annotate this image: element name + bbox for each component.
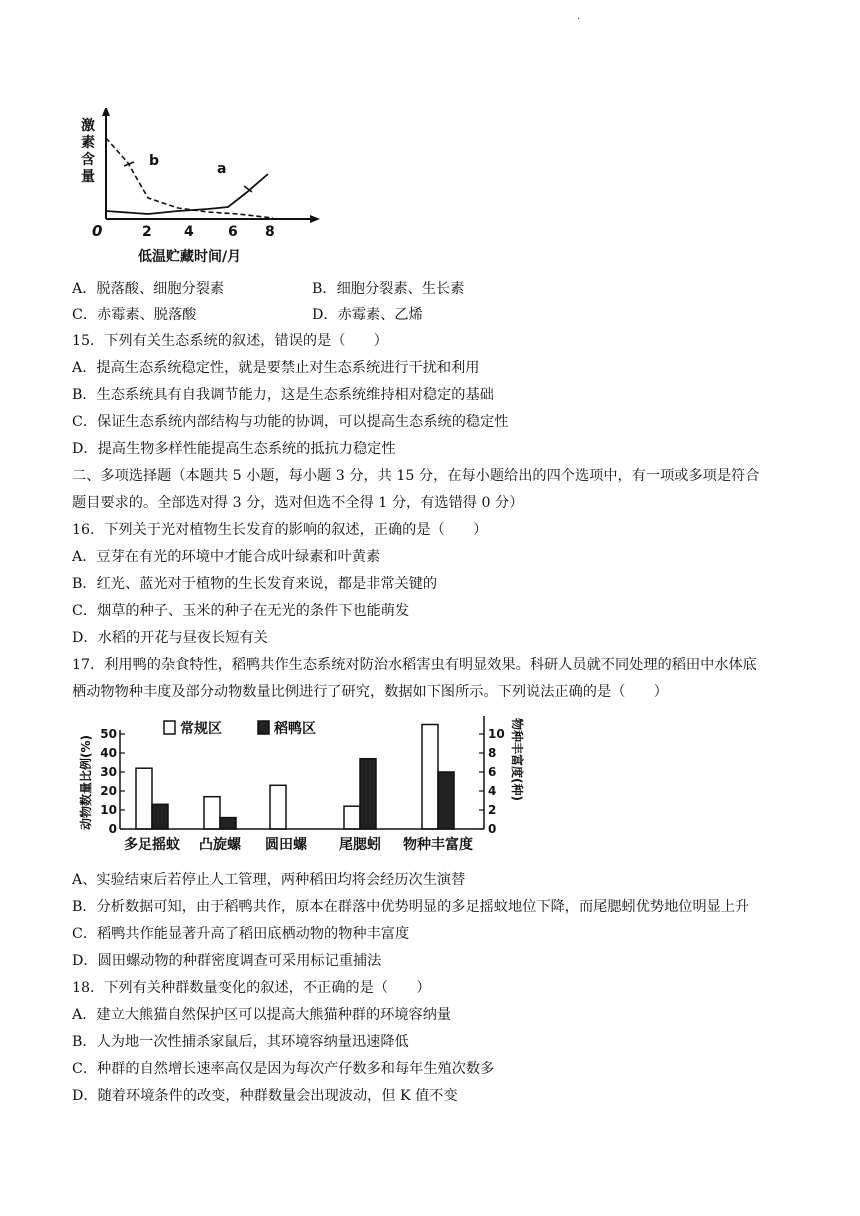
bar-rice-duck [360, 759, 376, 829]
category-label: 尾腮蚓 [339, 837, 381, 853]
bar-rice-duck [438, 772, 454, 829]
fig1-y-arrow [102, 108, 110, 116]
right-tick-label: 10 [488, 727, 505, 741]
curve-b [106, 138, 273, 218]
label-a: a [217, 161, 227, 177]
category-label: 凸旋螺 [199, 837, 241, 853]
q17-option-b: B．分析数据可知，由于稻鸭共作，原本在群落中优势明显的多足摇蚊地位下降，而尾腮蚓优势地位明显上升 [72, 899, 750, 915]
right-axis-label: 物种丰富度(种) [510, 718, 524, 801]
q16-stem: 16．下列关于光对植物生长发育的影响的叙述，正确的是（ ） [72, 522, 488, 538]
label-b: b [149, 153, 160, 169]
bar-rice-duck [220, 818, 236, 829]
q14-option-b: B．细胞分裂素、生长素 [312, 281, 465, 297]
section2-heading-cont: 题目要求的。全部选对得 3 分，选对但选不全得 1 分，有选错得 0 分） [72, 495, 524, 511]
header-dot: · [577, 14, 581, 25]
q14-option-c: C．赤霉素、脱落酸 [72, 307, 197, 323]
q18-option-d: D．随着环境条件的改变，种群数量会出现波动，但 K 值不变 [72, 1088, 458, 1104]
right-tick-label: 6 [488, 765, 497, 779]
bar-conventional [136, 768, 152, 829]
bar-conventional [422, 725, 438, 830]
left-tick-label: 50 [100, 727, 117, 741]
category-label: 圆田螺 [265, 837, 307, 853]
q15-option-b: B．生态系统具有自我调节能力，这是生态系统维持相对稳定的基础 [72, 387, 494, 403]
bar-conventional [270, 785, 286, 829]
left-tick-label: 20 [100, 784, 117, 798]
q18-option-b: B．人为地一次性捕杀家鼠后，其环境容纳量迅速降低 [72, 1034, 409, 1050]
section2-heading: 二、多项选择题（本题共 5 小题，每小题 3 分，共 15 分，在每小题给出的四个选项中，有一项或多项是符合 [72, 468, 760, 484]
left-tick-label: 40 [100, 746, 117, 760]
legend-swatch-rice-duck [258, 721, 269, 734]
left-tick-label: 10 [100, 803, 117, 817]
right-tick-label: 2 [488, 803, 497, 817]
q16-option-a: A．豆芽在有光的环境中才能合成叶绿素和叶黄素 [72, 549, 381, 565]
fig1-xtick: 2 [142, 224, 152, 240]
left-tick-label: 30 [100, 765, 117, 779]
q15-option-c: C．保证生态系统内部结构与功能的协调，可以提高生态系统的稳定性 [72, 414, 509, 430]
right-tick-label: 0 [488, 822, 497, 836]
legend-label-rice-duck: 稻鸭区 [274, 721, 316, 737]
q17-option-a: A、实验结束后若停止人工管理，两种稻田均将会经历次生演替 [72, 872, 466, 888]
left-axis-label: 动物数量比例(%) [79, 735, 93, 830]
fig1-xtick: 4 [184, 224, 194, 240]
q15-stem: 15．下列有关生态系统的叙述，错误的是（ ） [72, 333, 388, 349]
right-tick-label: 4 [488, 784, 497, 798]
left-tick-label: 0 [108, 822, 117, 836]
fig1-x-arrow [310, 215, 320, 223]
q18-option-c: C．种群的自然增长速率高仅是因为每次产仔数多和每年生殖次数多 [72, 1061, 495, 1077]
q15-option-d: D．提高生物多样性能提高生态系统的抵抗力稳定性 [72, 441, 396, 457]
fig1-xtick: 6 [228, 224, 238, 240]
fig1-xlabel: 低温贮藏时间/月 [138, 249, 242, 265]
bar-rice-duck [152, 804, 168, 829]
q17-option-d: D．圆田螺动物的种群密度调查可采用标记重捕法 [72, 953, 382, 969]
right-tick-label: 8 [488, 746, 497, 760]
q17-stem-cont: 栖动物物种丰度及部分动物数量比例进行了研究，数据如下图所示。下列说法正确的是（ ） [72, 684, 668, 700]
category-label: 物种丰富度 [403, 837, 473, 853]
category-label: 多足摇蚊 [124, 837, 180, 853]
q16-option-b: B．红光、蓝光对于植物的生长发育来说，都是非常关键的 [72, 576, 438, 592]
q16-option-d: D．水稻的开花与昼夜长短有关 [72, 630, 268, 646]
fig1-xtick: 8 [265, 224, 275, 240]
q17-stem: 17．利用鸭的杂食特性，稻鸭共作生态系统对防治水稻害虫有明显效果。科研人员就不同处理的稻田中水体底 [72, 657, 757, 673]
hormone-figure [78, 108, 328, 268]
q17-option-c: C．稻鸭共作能显著升高了稻田底栖动物的物种丰富度 [72, 926, 410, 942]
legend-swatch-conventional [164, 721, 175, 734]
bar-conventional [204, 797, 220, 829]
legend-label-conventional: 常规区 [180, 721, 222, 737]
bar-chart [76, 712, 536, 860]
curve-a [106, 174, 268, 214]
q14-option-a: A．脱落酸、细胞分裂素 [72, 281, 225, 297]
bar-conventional [344, 806, 360, 829]
q18-option-a: A．建立大熊猫自然保护区可以提高大熊猫种群的环境容纳量 [72, 1007, 452, 1023]
fig1-origin: 0 [92, 222, 103, 240]
q15-option-a: A．提高生态系统稳定性，就是要禁止对生态系统进行干扰和利用 [72, 360, 480, 376]
q16-option-c: C．烟草的种子、玉米的种子在无光的条件下也能萌发 [72, 603, 410, 619]
fig1-ylabel: 激素含量 [81, 118, 95, 185]
q18-stem: 18．下列有关种群数量变化的叙述，不正确的是（ ） [72, 980, 431, 996]
q14-option-d: D．赤霉素、乙烯 [312, 307, 423, 323]
